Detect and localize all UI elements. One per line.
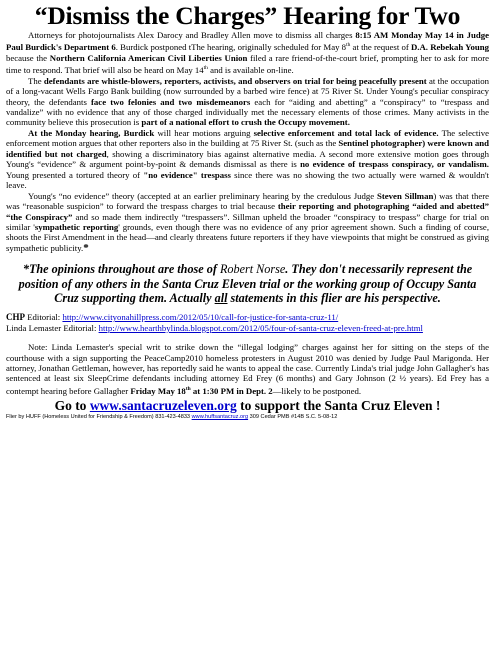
- aclu-name: Northern California American Civil Liberties Union: [49, 52, 248, 63]
- emphasis-text: face two felonies and two misdemeanors: [91, 96, 251, 107]
- text-span: Young's “no evidence” theory (accepted at an earlier preliminary hearing by the credulous Judge: [28, 190, 378, 201]
- editorial-links: [6, 312, 489, 333]
- text-span: Attorneys for photojournalists Alex Darocy and Bradley Allen move to dismiss all charges: [28, 30, 356, 40]
- text-span: filed a rare friend-of-the-court brief, prompting her to ask for more time to respond. That brief will also be heard on May 14: [6, 52, 489, 76]
- emphasis-text: selective enforcement and total lack of evidence.: [253, 127, 439, 138]
- text-span: will hear motions arguing: [154, 127, 254, 138]
- text-span: each for “aiding and abetting” a “conspiracy” to “trespass and vandalize” with no evidence that any of those charged individually met the necessary elements of those crimes. Many activists in the community believe this prosecution is: [6, 96, 490, 128]
- chp-editorial-link[interactable]: http://www.cityonahillpress.com/2012/05/10/call-for-justice-for-santa-cruz-11/: [62, 312, 339, 323]
- emphasis-text: all: [214, 290, 228, 305]
- emphasis-text: Friday May 18: [130, 385, 186, 396]
- paragraph-defendants: [6, 76, 489, 128]
- ordinal-suffix: th: [203, 65, 208, 72]
- emphasis-text: defendants are whistle-blowers, reporters, activists, and observers on trial for being peacefully present: [43, 75, 427, 86]
- footnote-asterisk: *: [83, 241, 89, 254]
- da-name: D.A. Rebekah Young: [410, 42, 489, 53]
- lemaster-editorial-link[interactable]: http://www.hearthbylinda.blogspot.com/2012/05/four-of-santa-cruz-eleven-freed-at-pre.html: [98, 322, 423, 333]
- ordinal-suffix: th: [185, 385, 191, 392]
- text-span: —likely to be postponed.: [272, 385, 362, 396]
- text-span: ' grounds, even though there was no evidence of any prior agreement shown. Such a finding of course, shoots the First Amendment in the head—and clearly threatens future reporters if they have viewpoints that might be construed as giving sympathetic publicity.: [6, 221, 490, 253]
- flyer-title: “Dismiss the Charges” Hearing for Two: [34, 1, 461, 30]
- emphasis-text: "no evidence" trespass: [143, 169, 231, 180]
- text-span: and so made them indirectly “trespassers”. Sillman upheld the broader “conspiracy to trespass” charge for trial on similar ': [6, 211, 490, 232]
- emphasis-text: at 1:30 PM in Dept. 2: [190, 385, 273, 396]
- text-span: Go to: [54, 398, 90, 414]
- text-span: statements in this flier are his perspective.: [227, 290, 441, 305]
- emphasis-text: Sentinel photographer) were known and identified but not charged: [6, 138, 489, 159]
- text-span: 309 Cedar PMB #14B S.C. 5-08-12: [248, 414, 338, 421]
- paragraph-motions: [6, 128, 489, 191]
- text-span: because the: [6, 52, 50, 63]
- text-span: at the occupation of a long-vacant Wells Fargo Bank building (now surrounded by a barbed wire fence) at 75 River St. Under Young's peculiar conspiracy theory, the defendants: [6, 75, 489, 107]
- text-span: and is available on-line.: [207, 65, 294, 76]
- emphasis-text: sympathetic reporting: [34, 221, 119, 232]
- huff-website-link[interactable]: www.huffsantacruz.org: [191, 414, 249, 421]
- text-span: *The opinions throughout are those of: [22, 262, 220, 277]
- text-span: , showing a discriminatory bias against alternative media. A second more extensive motion goes through Young's “evidence” & argument point-by-point & demands dismissal as there is: [6, 148, 489, 170]
- text-span: Flier by HUFF (Homeless United for Friendship & Freedom) 831-423-4833: [6, 414, 192, 421]
- paragraph-hearing-schedule: [6, 30, 489, 76]
- text-span: Linda Lemaster Editorial:: [6, 322, 99, 333]
- text-span: . They don't necessarily represent the position of any others in the Santa Cruz Eleven trial or the working group of Occupy Santa Cruz supporting them. Actually: [18, 262, 477, 305]
- author-name: Robert Norse: [219, 262, 286, 277]
- text-span: . Burdick postponed tThe hearing, originally scheduled for May 8: [115, 42, 347, 53]
- ordinal-suffix: th: [346, 42, 351, 49]
- emphasis-text: part of a national effort to crush the Occupy movement.: [141, 117, 350, 128]
- text-span: The selective enforcement motion argues that other reporters also in the building at 75 River St. (such as the: [6, 127, 489, 149]
- text-span: at the request of: [350, 42, 411, 53]
- text-span: Note: Linda Lemaster's special writ to strike down the “illegal lodging” charges against her for sitting on the steps of the courthouse with a sign supporting the PeaceCamp2010 homeless protesters in August 2010 was denied by Judge Paul Marigonda. Her attorney, Jonathan Gettleman, however, has reportedly said he wants to appeal the case. Currently Linda's trial judge John Gallagher's has sentenced at least six SleepCrime defendants including attorney Ed Frey (6 months) and Gary Johnson (2 ½ years). Ed Frey has a contempt hearing before Gallagher: [6, 342, 489, 396]
- emphasis-text: no evidence of trespass conspiracy, or vandalism.: [300, 159, 489, 170]
- text-span: ) was that there was “reasonable suspicion” to forward the trespass charges to trial because: [6, 190, 489, 212]
- call-to-action: [6, 398, 489, 413]
- text-span: The: [28, 75, 44, 86]
- text-span: Young presented a tortured theory of: [6, 169, 144, 180]
- text-span: since there was no showing the two actually were warned & wouldn't leave.: [6, 169, 489, 191]
- judge-name: Steven Sillman: [377, 190, 434, 201]
- paragraph-lemaster-note: [6, 342, 489, 396]
- santacruzeleven-link[interactable]: www.santacruzeleven.org: [89, 398, 237, 414]
- emphasis-text: their reporting and photographing “aided and abetted” “the Conspiracy”: [6, 201, 489, 222]
- chp-label: CHP: [6, 312, 25, 323]
- flyer-footer: [6, 414, 489, 421]
- text-span: Editorial:: [25, 312, 63, 323]
- disclaimer-quote: [10, 262, 485, 305]
- text-span: to support the Santa Cruz Eleven !: [236, 398, 441, 414]
- emphasis-text: At the Monday hearing, Burdick: [28, 127, 155, 138]
- hearing-time-date: 8:15 AM Monday May 14 in Judge Paul Burdick's Department 6: [6, 30, 489, 53]
- paragraph-no-evidence-theory: [6, 191, 489, 254]
